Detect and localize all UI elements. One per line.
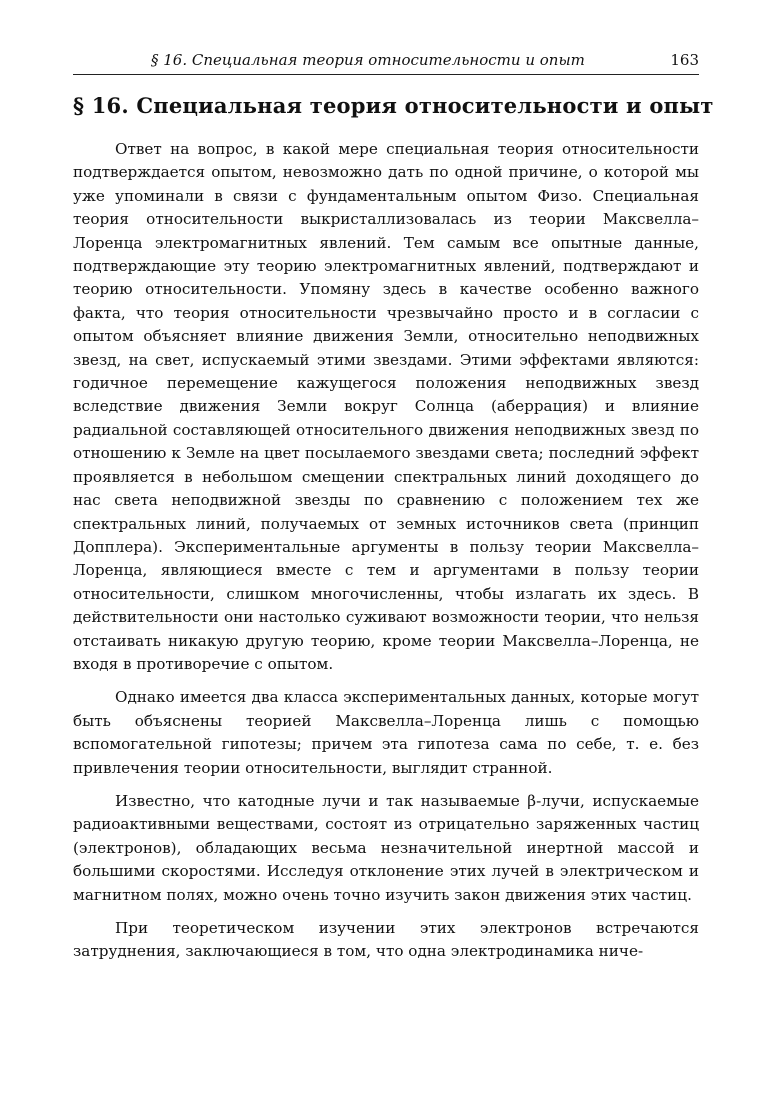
running-header (73, 46, 699, 75)
paragraph: Ответ на вопрос, в какой мере специальная теория относительности подтверждается опытом, невозможно дать по одной причине, о которой мы уже упоминали в связи с фундаментальным опытом Физо. Специальная теория относительности выкристаллизовалась из теории Максвелла–Лоренца электромагнитных явлений. Тем самым все опытные данные, подтверждающие эту теорию электромагнитных явлений, подтверждают и теорию относительности. Упомяну здесь в качестве особенно важного факта, что теория относительности чрезвычайно просто и в согласии с опытом объясняет влияние движения Земли, относительно неподвижных звезд, на свет, испускаемый этими звездами. Этими эффектами являются: годичное перемещение кажущегося положения неподвижных звезд вследствие движения Земли вокруг Солнца (аберрация) и влияние радиальной составляющей относительного движения неподвижных звезд по отношению к Земле на цвет посылаемого звездами света; последний эффект проявляется в небольшом смещении спектральных линий доходящего до нас света неподвижной звезды по сравнению с положением тех же спектральных линий, получаемых от земных источников света (принцип Допплера). Экспериментальные аргументы в пользу теории Максвелла–Лоренца, являющиеся вместе с тем и аргументами в пользу теории относительности, слишком многочисленны, чтобы излагать их здесь. В действительности они настолько суживают возможности теории, что нельзя отстаивать никакую другую теорию, кроме теории Максвелла–Лоренца, не входя в противоречие с опытом. (73, 140, 699, 673)
paragraph: При теоретическом изучении этих электронов встречаются затруднения, заключающиеся в том, что одна электродинамика ниче- (73, 919, 699, 961)
running-title: § 16. Специальная теория относительности и опыт (151, 51, 585, 69)
page-number: 163 (670, 51, 699, 69)
paragraph: Однако имеется два класса экспериментальных данных, которые могут быть объяснены теорией Максвелла–Лоренца лишь с помощью вспомогательной гипотезы; причем эта гипотеза сама по себе, т. е. без привлечения теории относительности, выглядит странной. (73, 688, 699, 777)
body-text (73, 138, 699, 964)
section-heading: § 16. Специальная теория относительности и опыт (73, 93, 714, 118)
paragraph: Известно, что катодные лучи и так называемые β-лучи, испускаемые радиоактивными веществами, состоят из отрицательно заряженных частиц (электронов), обладающих весьма незначительной инертной массой и большими скоростями. Исследуя отклонение этих лучей в электрическом и магнитном полях, можно очень точно изучить закон движения этих частиц. (73, 791, 699, 904)
book-page (73, 46, 714, 974)
